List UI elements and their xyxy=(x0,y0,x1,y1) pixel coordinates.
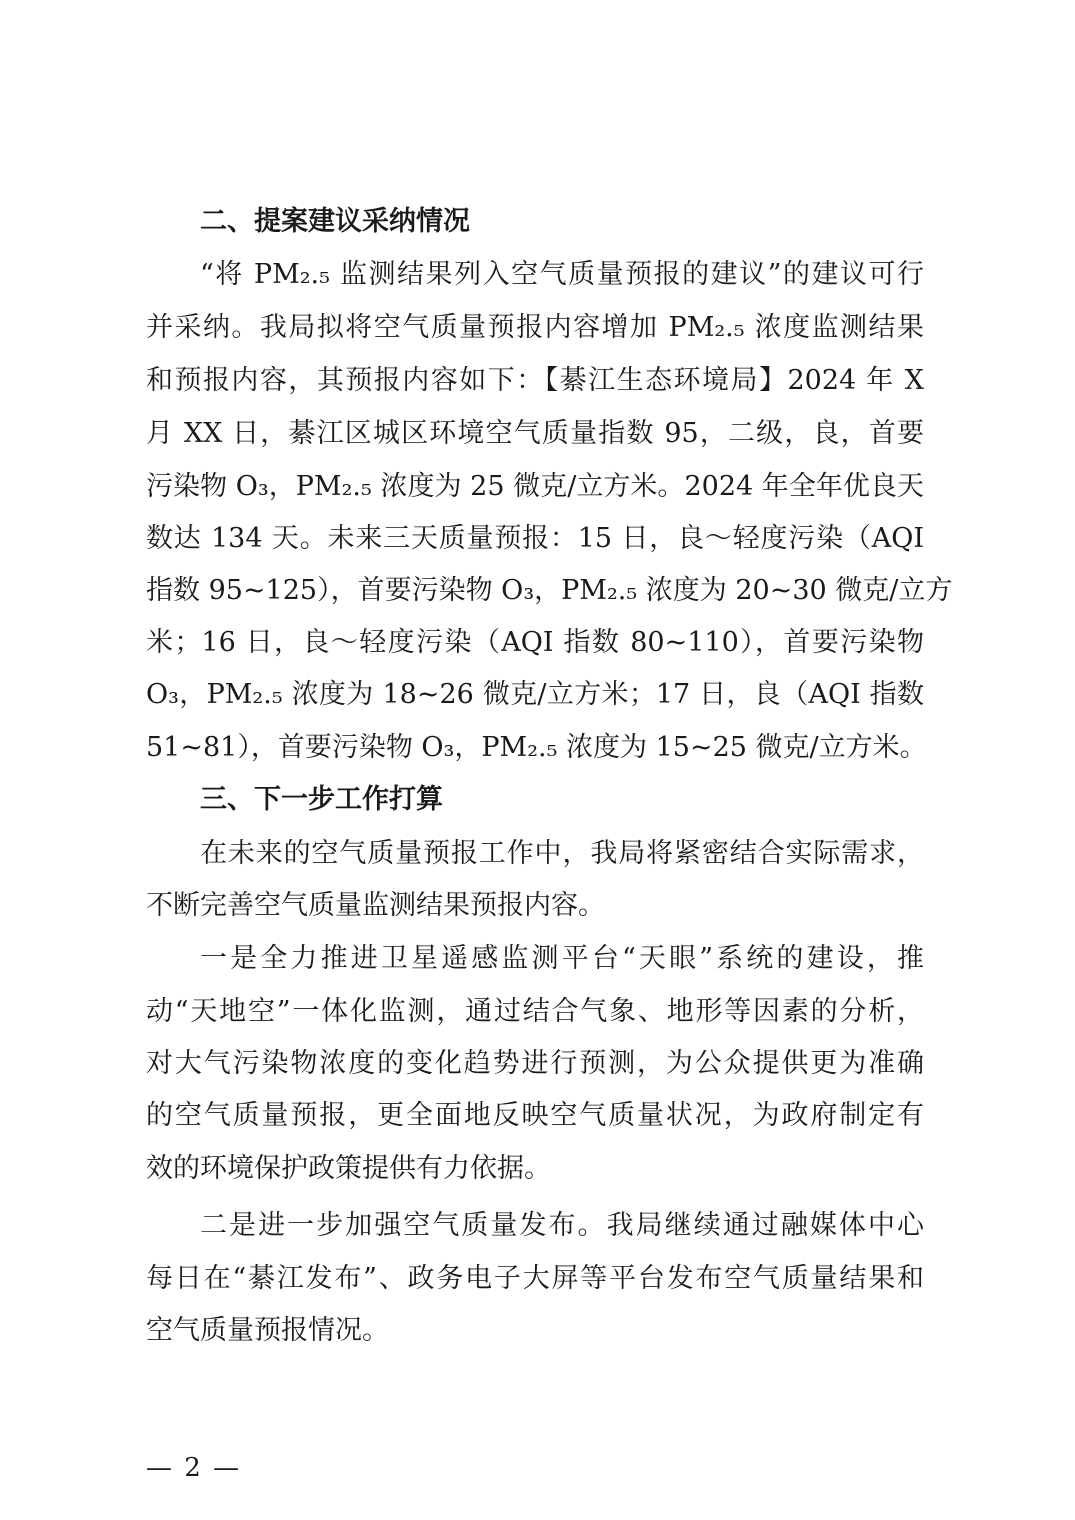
section-heading-next-steps: 三、下一步工作打算 xyxy=(200,784,443,815)
body-line: 污染物 O₃，PM₂.₅ 浓度为 25 微克/立方米。2024 年全年优良天 xyxy=(146,471,924,502)
body-line: 对大气污染物浓度的变化趋势进行预测，为公众提供更为准确 xyxy=(146,1048,924,1079)
body-line: 的空气质量预报，更全面地反映空气质量状况，为政府制定有 xyxy=(146,1100,924,1131)
body-line: 数达 134 天。未来三天质量预报：15 日，良～轻度污染（AQI xyxy=(146,523,924,554)
body-line: 米；16 日，良～轻度污染（AQI 指数 80~110），首要污染物 xyxy=(146,627,924,658)
body-line: 效的环境保护政策提供有力依据。 xyxy=(146,1153,551,1184)
body-line: 每日在“綦江发布”、政务电子大屏等平台发布空气质量结果和 xyxy=(146,1263,924,1294)
body-line: 不断完善空气质量监测结果预报内容。 xyxy=(146,890,605,921)
body-line: O₃，PM₂.₅ 浓度为 18~26 微克/立方米；17 日，良（AQI 指数 xyxy=(146,679,924,710)
body-line: 并采纳。我局拟将空气质量预报内容增加 PM₂.₅ 浓度监测结果 xyxy=(146,312,924,343)
body-line: “将 PM₂.₅ 监测结果列入空气质量预报的建议”的建议可行 xyxy=(200,259,924,290)
body-line: 空气质量预报情况。 xyxy=(146,1315,389,1346)
body-line: 指数 95~125），首要污染物 O₃，PM₂.₅ 浓度为 20~30 微克/立方 xyxy=(146,575,953,606)
body-line: 月 XX 日，綦江区城区环境空气质量指数 95，二级，良，首要 xyxy=(146,418,924,449)
body-line: 在未来的空气质量预报工作中，我局将紧密结合实际需求， xyxy=(200,838,924,869)
body-line: 和预报内容，其预报内容如下：【綦江生态环境局】2024 年 X xyxy=(146,365,924,396)
body-line: 二是进一步加强空气质量发布。我局继续通过融媒体中心 xyxy=(200,1210,924,1241)
body-line: 动“天地空”一体化监测，通过结合气象、地形等因素的分析， xyxy=(146,996,924,1027)
section-heading-adoption: 二、提案建议采纳情况 xyxy=(200,206,470,237)
body-line: 一是全力推进卫星遥感监测平台“天眼”系统的建设，推 xyxy=(200,943,924,974)
page-number: — 2 — xyxy=(146,1453,242,1483)
body-line: 51~81），首要污染物 O₃，PM₂.₅ 浓度为 15~25 微克/立方米。 xyxy=(146,732,927,763)
